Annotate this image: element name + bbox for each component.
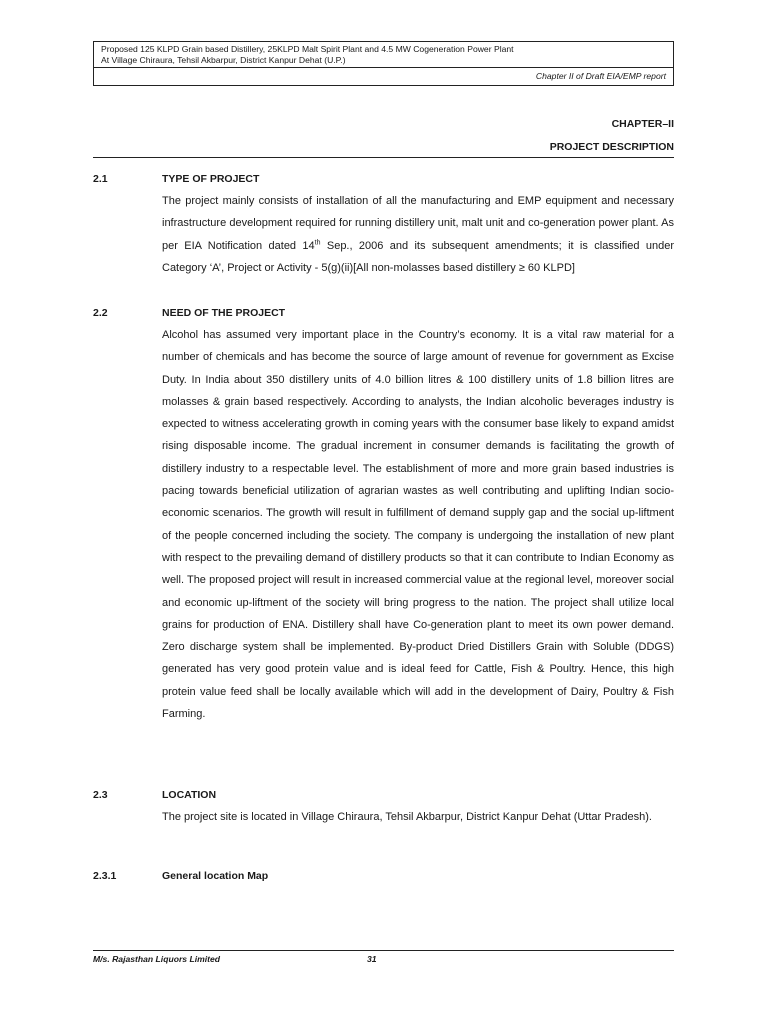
footer-company-name: M/s. Rajasthan Liquors Limited [93, 954, 221, 964]
chapter-title: PROJECT DESCRIPTION [549, 141, 674, 153]
header-project-location: At Village Chiraura, Tehsil Akbarpur, District Kanpur Dehat (U.P.) [101, 55, 346, 65]
section-title-location: LOCATION [162, 789, 217, 801]
chapter-title-rule [93, 157, 674, 158]
section-number-2-2: 2.2 [93, 307, 108, 319]
section-title-general-location-map: General location Map [162, 870, 269, 882]
type-of-project-text-part2: Sep., 2006 and its subsequent amendments; it is classified under Category ‘A’, Project or Activity - 5(g)(ii)[All non-molasses based distillery ≥ 60 KLPD] [162, 239, 674, 274]
section-text-type-of-project [162, 190, 674, 279]
section-title-type-of-project: TYPE OF PROJECT [162, 173, 260, 185]
section-title-need-of-project: NEED OF THE PROJECT [162, 307, 286, 319]
section-text-location: The project site is located in Village Chiraura, Tehsil Akbarpur, District Kanpur Dehat (Uttar Pradesh). [162, 811, 652, 823]
section-number-2-3: 2.3 [93, 789, 108, 801]
footer-page-number: 31 [367, 954, 377, 964]
section-number-2-1: 2.1 [93, 173, 108, 185]
date-ordinal-superscript: th [314, 238, 321, 246]
type-of-project-text-part1: The project mainly consists of installation of all the manufacturing and EMP equipment and necessary infrastructure development required for running distillery unit, malt unit and co-generation power plant. As per EIA Notification dated 14 [162, 195, 674, 252]
page-header [93, 41, 674, 86]
section-number-2-3-1: 2.3.1 [93, 870, 117, 882]
header-chapter-reference: Chapter II of Draft EIA/EMP report [535, 71, 666, 81]
chapter-label: CHAPTER–II [611, 118, 674, 130]
header-project-title: Proposed 125 KLPD Grain based Distillery, 25KLPD Malt Spirit Plant and 4.5 MW Cogeneration Power Plant [101, 44, 514, 54]
footer-divider [93, 950, 674, 951]
section-text-need-of-project: Alcohol has assumed very important place in the Country’s economy. It is a vital raw material for a number of chemicals and has become the source of large amount of revenue for government as Excise Duty. In India about 350 distillery units of 4.0 billion litres & 100 distillery units of 1.8 billion litres are molasses & grain based respectively. According to analysts, the Indian alcoholic beverages industry is expected to witness accelerating growth in coming years with the consumer base likely to expand amidst rising disposable income. The gradual increment in consumer demands is facilitating the growth of distillery industry to a respectable level. The establishment of more and more grain based industries is pacing towards beneficial utilization of agrarian wastes as well contributing and uplifting Indian socio-economic scenarios. The growth will result in fulfillment of demand supply gap and the social up-liftment of the people concerned including the society. The company is undergoing the installation of new plant with respect to the prevailing demand of distillery products so that it can contribute to Indian Economy as well. The proposed project will result in increased commercial value at the regional level, moreover social and economic up-liftment of the society will bring progress to the nation. The project shall utilize local grains for production of ENA. Distillery shall have Co-generation plant to meet its own power demand. Zero discharge system shall be implemented. By-product Dried Distillers Grain with Soluble (DDGS) generated has very good protein value and is ideal feed for Cattle, Fish & Poultry. Hence, this high protein value feed shall be locally available which will add in the development of Dairy, Poultry & Fish Farming. [162, 329, 674, 721]
header-divider [94, 67, 673, 68]
